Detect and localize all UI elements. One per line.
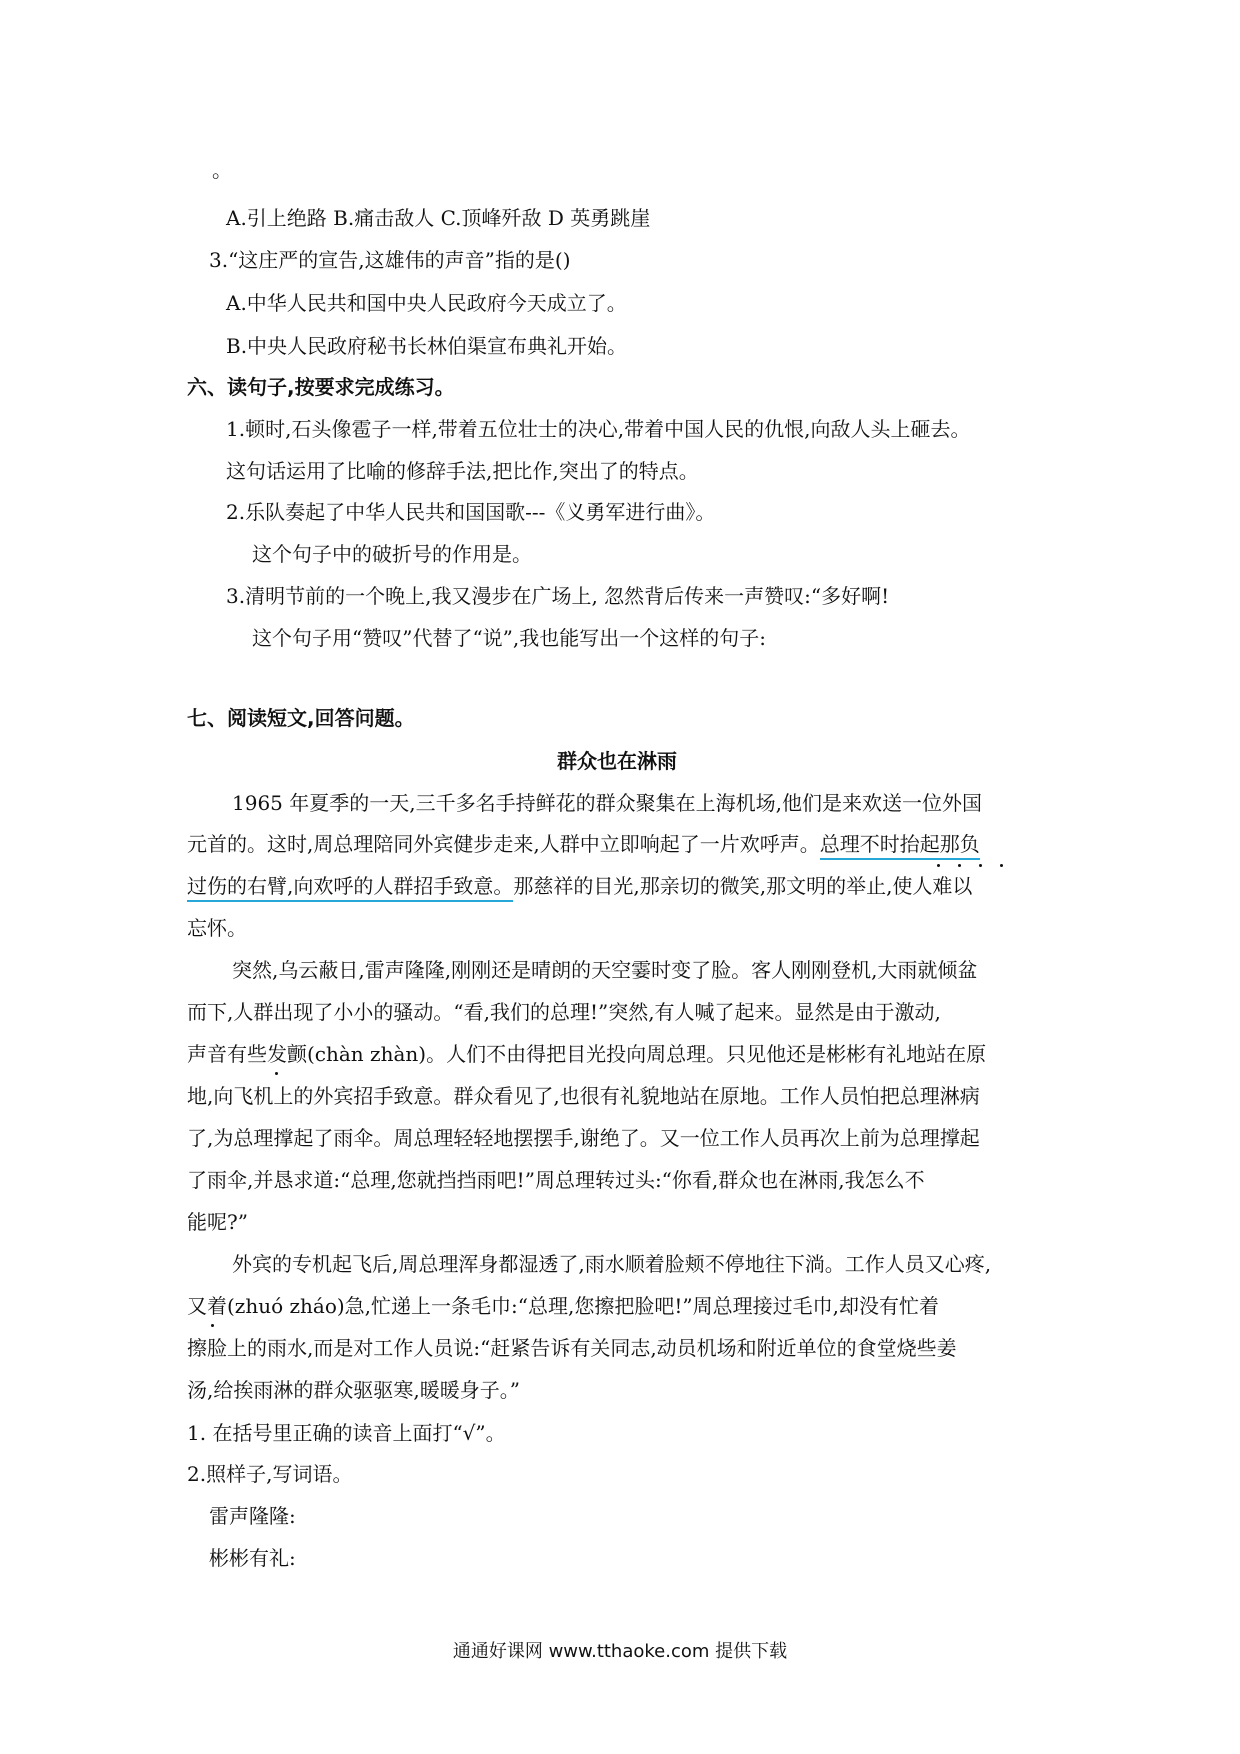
passage-line <box>187 831 980 857</box>
section6-sentence-3: 3.清明节前的一个晚上,我又漫步在广场上, 忽然背后传来一声赞叹:“多好啊! <box>226 584 890 608</box>
underlined-sentence: 过伤的右臂,向欢呼的人群招手致意。 <box>187 874 513 902</box>
emphasis-dot <box>958 864 961 867</box>
section6-task-1: 这句话运用了比喻的修辞手法,把比作,突出了的特点。 <box>226 459 699 483</box>
passage-line: 外宾的专机起飞后,周总理浑身都湿透了,雨水顺着脸颊不停地往下淌。工作人员又心疼, <box>232 1252 992 1276</box>
emphasis-dot <box>1000 864 1003 867</box>
passage-line: 1965 年夏季的一天,三千多名手持鲜花的群众聚集在上海机场,他们是来欢送一位外国 <box>232 791 982 815</box>
underlined-sentence: 总理不时抬起那负 <box>820 832 980 860</box>
section6-sentence-2: 2.乐队奏起了中华人民共和国国歌---《义勇军进行曲》。 <box>226 500 716 524</box>
passage-line <box>187 873 972 899</box>
section6-sentence-1: 1.顿时,石头像雹子一样,带着五位壮士的决心,带着中国人民的仇恨,向敌人头上砸去。 <box>226 417 971 441</box>
passage-line: 又着(zhuó zháo)急,忙递上一条毛巾:“总理,您擦把脸吧!”周总理接过毛巾,却没有忙着 <box>187 1294 939 1318</box>
passage-text: 元首的。这时,周总理陪同外宾健步走来,人群中立即响起了一片欢呼声。 <box>187 832 820 856</box>
passage-line: 能呢?” <box>187 1210 248 1234</box>
q3-option-b: B.中央人民政府秘书长林伯渠宣布典礼开始。 <box>226 334 628 358</box>
passage-line: 了,为总理撑起了雨伞。周总理轻轻地摆摆手,谢绝了。又一位工作人员再次上前为总理撑起 <box>187 1126 980 1150</box>
example-word-1: 雷声隆隆: <box>209 1504 296 1528</box>
q3-option-a: A.中华人民共和国中央人民政府今天成立了。 <box>226 291 627 315</box>
passage-line: 突然,乌云蔽日,雷声隆隆,刚刚还是晴朗的天空霎时变了脸。客人刚刚登机,大雨就倾盆 <box>232 958 978 982</box>
q2-options: A.引上绝路 B.痛击敌人 C.顶峰歼敌 D 英勇跳崖 <box>226 206 651 230</box>
passage-line: 声音有些发颤(chàn zhàn)。人们不由得把目光投向周总理。只见他还是彬彬有礼地站在原 <box>187 1042 987 1066</box>
section6-task-3: 这个句子用“赞叹”代替了“说”,我也能写出一个这样的句子: <box>252 626 766 650</box>
emphasis-dot <box>937 864 940 867</box>
passage-line: 汤,给挨雨淋的群众驱驱寒,暖暖身子。” <box>187 1378 520 1402</box>
passage-line: 而下,人群出现了小小的骚动。“看,我们的总理!”突然,有人喊了起来。显然是由于激动, <box>187 1000 941 1024</box>
question-2: 2.照样子,写词语。 <box>187 1462 353 1486</box>
section6-heading: 六、读句子,按要求完成练习。 <box>187 375 455 399</box>
example-word-2: 彬彬有礼: <box>209 1546 296 1570</box>
passage-line: 擦脸上的雨水,而是对工作人员说:“赶紧告诉有关同志,动员机场和附近单位的食堂烧些姜 <box>187 1336 957 1360</box>
passage-title: 群众也在淋雨 <box>557 749 677 773</box>
top-mark: 。 <box>212 158 232 182</box>
section7-heading: 七、阅读短文,回答问题。 <box>187 706 415 730</box>
footer-source: 通通好课网 www.tthaoke.com 提供下载 <box>452 1641 788 1662</box>
passage-line: 忘怀。 <box>187 916 247 940</box>
emphasis-dot <box>211 1324 214 1327</box>
emphasis-dot <box>979 864 982 867</box>
question-1: 1. 在括号里正确的读音上面打“√”。 <box>187 1421 506 1445</box>
emphasis-dot <box>275 1072 278 1075</box>
passage-text: 那慈祥的目光,那亲切的微笑,那文明的举止,使人难以 <box>513 874 973 898</box>
q3-question: 3.“这庄严的宣告,这雄伟的声音”指的是() <box>209 248 571 272</box>
section6-task-2: 这个句子中的破折号的作用是。 <box>252 542 532 566</box>
passage-line: 地,向飞机上的外宾招手致意。群众看见了,也很有礼貌地站在原地。工作人员怕把总理淋病 <box>187 1084 980 1108</box>
passage-line: 了雨伞,并恳求道:“总理,您就挡挡雨吧!”周总理转过头:“你看,群众也在淋雨,我怎么不 <box>187 1168 925 1192</box>
